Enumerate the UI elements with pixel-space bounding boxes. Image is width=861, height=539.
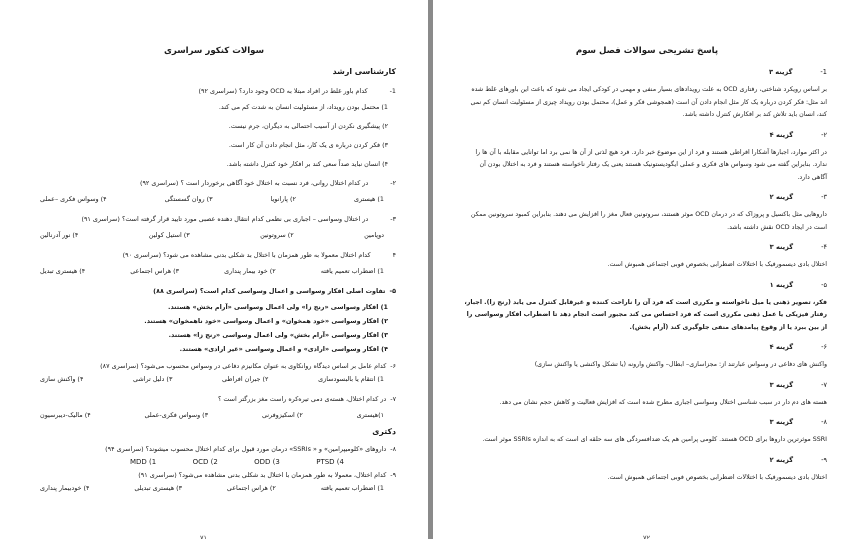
answer-text: SSRI موثرترین داروها برای OCD هستند. کلومی پرامین هم یک ضدافسردگی های سه حلقه ای است که به اندازه SSRIs موثر است. xyxy=(482,436,827,443)
question-number: ۲- xyxy=(390,179,396,187)
answer-choice: گزینه ۳ xyxy=(769,380,794,389)
option: ۳) افکار وسواسی «آرام بخش» ولی اعمال وسواسی «رنج زا» هستند. xyxy=(168,331,388,339)
option: ۴) واکنش سازی xyxy=(40,375,84,383)
option: 1) اضطراب تعمیم یافته xyxy=(320,267,384,275)
options-row xyxy=(30,230,396,241)
option: ۲) سروتونین xyxy=(260,231,294,239)
question-text: در کدام اختلال، هسته‌ی دمی تیره‌کره راست مغز بزرگتر است ؟ xyxy=(217,395,387,403)
option: ۳) دلیل تراشی xyxy=(133,375,173,383)
question xyxy=(30,286,396,297)
option: ۲) جبران افراطی xyxy=(222,375,269,383)
option: ۱)هیستری xyxy=(356,411,384,419)
answer-choice: گزینه ۴ xyxy=(769,130,794,139)
question-text: تفاوت اصلی افکار وسواسی و اعمال وسواسی کدام است؟ (سراسری ۸۸) xyxy=(153,287,386,295)
answer-number: ۵- xyxy=(821,280,827,289)
options-row xyxy=(30,410,396,421)
answer-text: بر اساس رویکرد شناختی، رفتاری OCD به علت رویدادهای بسیار منفی و مهمی در کودکی ایجاد می شود که باعث این باورهای غلط شده اند مثل: فکر کردن درباره یک کار مثل انجام دادن آن است (همجوشی فکر و عمل)، محتمل بودن رویداد چیزی از مسئولیت انسان کم نمی کند، انسان باید تلاش کند بر افکارش کنترل داشته باشد. xyxy=(470,86,827,118)
question xyxy=(30,214,396,225)
answer-number: 1- xyxy=(820,68,827,76)
answer-choice: گزینه ۴ xyxy=(769,343,794,351)
answer-heading xyxy=(463,66,827,78)
answer-text: اختلال بادی دیسمورفیک با اختلالات اضطرابی بخصوص فوبی اجتماعی همبوش است. xyxy=(607,473,827,481)
right-page-title: پاسخ تشریحی سوالات فصل سوم xyxy=(575,46,719,56)
option: PTSD (4 xyxy=(316,458,344,466)
question-number: ۴ xyxy=(392,251,396,259)
question xyxy=(30,178,396,189)
options-row xyxy=(30,483,396,494)
answer-choice: گزینه ۳ xyxy=(769,418,794,426)
option: ۴) انسان نباید صداً سعی کند بر افکار خود کنترل داشته باشد. xyxy=(226,160,388,168)
option: ۳) روان گسستگی xyxy=(164,195,213,203)
page-number: ۷۱ xyxy=(200,534,208,539)
option: ۲) پیشگیری نکردن از آسیب احتمالی به دیگران، جرم نیست. xyxy=(228,122,388,130)
page-number: ۷۲ xyxy=(643,534,651,539)
option: ۲) هراس اجتماعی xyxy=(226,484,276,492)
options-row xyxy=(30,374,396,385)
answers-list xyxy=(463,66,827,491)
option: 1) محتمل بودن رویداد، از مسئولیت انسان به شدت کم می کند. xyxy=(218,103,388,111)
question-number: ۶- xyxy=(390,362,396,370)
answer-heading xyxy=(463,241,827,253)
answer-text: داروهایی مثل باکسیل و پروزاک که در درمان OCD موثر هستند، سروتونین فعال مغز را افزایش می دهند. بنابراین کمبود سروتونین ممکن است در ایجاد OCD نقش داشته باشد. xyxy=(470,211,827,231)
option: ۳) وسواس فکری-عملی xyxy=(144,411,209,419)
answer-choice: گزینه ۳ xyxy=(768,68,793,76)
option: ۴) مالیک-دیبرسیون xyxy=(40,411,91,419)
option: ۳) فکر کردن درباره ی یک کار، مثل انجام دادن آن کار است. xyxy=(228,141,388,149)
option: ۴) نور آدرنالین xyxy=(40,231,79,239)
question-number: 1- xyxy=(389,87,396,95)
question xyxy=(30,394,396,405)
question-text: داروهای «کلومیپرامین» و « SSRIs» درمان مورد قبول برای کدام اختلال محسوب میشوند؟ (سراسری ۹۴) xyxy=(105,445,387,453)
options-row xyxy=(30,457,396,468)
answer-number: ۲- xyxy=(821,130,827,139)
answer-heading xyxy=(463,379,827,391)
answer-text: اختلال بادی دیسمورفیک با اختلالات اضطرابی بخصوص فوبی اجتماعی همبوش است. xyxy=(607,261,827,268)
option: 1) اضطراب تعمیم یافته xyxy=(320,484,384,492)
answer-heading xyxy=(463,341,827,353)
option: دوپامین xyxy=(364,231,384,239)
answer-heading xyxy=(463,279,827,291)
question xyxy=(30,250,396,261)
question xyxy=(30,361,396,372)
answer-text: در اکثر موارد، اجبارها آشکارا افراطی هستند و فرد از این موضوع خبر دارد. فرد هیچ لذتی از آن ها نمی برد اما توانایی مقابله با آن ها را ندارد. بنابراین گفته می شود وسواس های فکری و عملی ایگودیستونیک هستند یعنی یک رفتار ناخواسته هستند و فرد به اختلال بودن آن آگاهی دارد. xyxy=(475,148,827,181)
answer-heading xyxy=(463,416,827,428)
option: 1) انتقام یا بالبسودسازی xyxy=(318,375,384,383)
option: 1) هیستری xyxy=(353,195,384,203)
question-number: ۵- xyxy=(389,287,396,295)
option: ۲) افکار وسواسی «خود همخوان» و اعمال وسواسی «خود ناهمخوان» هستند. xyxy=(144,317,388,325)
question-number: ۹- xyxy=(390,471,396,479)
option: 1) افکار وسواسی «رنج زا» ولی اعمال وسواسی «آرام بخش» هستند. xyxy=(168,303,388,311)
answer-choice: گزینه ۲ xyxy=(769,455,794,464)
left-page xyxy=(0,0,428,539)
answer-text: هسته های دم دار در سبب شناسی اختلال وسواسی اجباری مطرح شده است که افزایش فعالیت و کاهش حجم نشان می دهد. xyxy=(499,398,827,406)
question xyxy=(30,444,396,455)
answer-choice: گزینه ۲ xyxy=(769,193,794,201)
option: ۴) وسواس فکری –عملی xyxy=(40,195,107,203)
question-text: کدام اختلال، معمولا به طور همزمان با اختلال بد شکلی بدنی مشاهده می‌شود؟ (سراسری ۹۱) xyxy=(138,471,387,479)
question-text: در کدام اختلال روانی، فرد نسبت به اختلال خود آگاهی برخوردار است ؟ (سراسری ۹۲) xyxy=(139,179,369,187)
answer-text: واکنش های دفاعی در وسواس عبارتند از: مجزاسازی– ابطال– واکنش وارونه (یا تشکل واکنشی یا واکنش سازی) xyxy=(534,361,827,368)
option: ODD (3 xyxy=(254,458,280,466)
answer-number: ۸- xyxy=(821,418,827,426)
option: ۳) هراس اجتماعی xyxy=(130,267,180,275)
right-page xyxy=(433,0,861,539)
answer-number: ۶- xyxy=(821,343,827,351)
option: ۳) استیل کولین xyxy=(148,231,190,239)
left-page-content xyxy=(30,67,396,503)
options-row xyxy=(30,194,396,205)
answer-heading xyxy=(463,454,827,466)
answer-text: فکر، تصویر ذهنی یا میل ناخواسته و مکرری است که فرد آن را ناراحت کننده و غیرقابل کنترل می یابد (رنج زا). اجبار، رفتار فیزیکی یا عمل ذهنی مکرری است که فرد احساس می کند مجبور است انجام دهد تا اضطراب افکار وسواسی را از بین ببرد یا از وقوع پیامدهای منفی جلوگیری کند (آرام بخش). xyxy=(464,298,827,331)
section-heading-masters: کارشناسی ارشد xyxy=(332,67,396,76)
options-row xyxy=(30,266,396,277)
question-number: ۳- xyxy=(390,215,396,223)
answer-number: ۷- xyxy=(821,380,827,389)
answer-heading xyxy=(463,191,827,203)
option: ۲) اسکیزوفرنی xyxy=(261,411,303,419)
option: ۴) هیستری تبدیل xyxy=(40,267,86,275)
question xyxy=(30,470,396,481)
question-text: در اختلال وسواسی – اجباری بی نظمی کدام انتقال دهنده عصبی مورد تایید قرار گرفته است؟ (سراسری ۹۱) xyxy=(81,215,369,223)
option: ۴) افکار وسواسی «ارادی» و اعمال وسواسی «غیر ارادی» هستند. xyxy=(179,345,388,353)
answer-number: ۴- xyxy=(821,243,827,251)
option: MDD (1 xyxy=(130,458,157,466)
question-text: کدام عامل بر اساس دیدگاه روانکاوی به عنوان مکانیزم دفاعی در وسواس محسوب می‌شود؟ (سراسری ۸۷) xyxy=(100,362,387,370)
option: ۴) خودبیمار پنداری xyxy=(40,484,90,492)
option: OCD (2 xyxy=(192,458,218,466)
option: ۳) هیستری تبدیلی xyxy=(134,484,183,492)
question xyxy=(30,86,396,97)
answer-number: ۳- xyxy=(821,193,827,201)
left-page-title: سوالات کنکور سراسری xyxy=(163,46,265,56)
option: ۲) پارانویا xyxy=(270,195,296,203)
answer-choice: گزینه ۱ xyxy=(769,280,794,289)
answer-number: ۹- xyxy=(821,455,827,464)
answer-choice: گزینه ۳ xyxy=(769,243,794,251)
section-heading-phd: دکتری xyxy=(372,427,396,436)
answer-heading xyxy=(463,129,827,141)
question-number: ۸- xyxy=(390,445,396,453)
question-number: ۷- xyxy=(390,395,396,403)
option: ۲) خود بیمار پنداری xyxy=(224,267,276,275)
question-text: کدام باور غلط در افراد مبتلا به OCD وجود دارد؟ (سراسری ۹۲) xyxy=(198,87,368,95)
question-text: کدام اختلال معمولا به طور همزمان با اختلال بد شکلی بدنی مشاهده می شود؟ (سراسری ۹۰) xyxy=(122,251,371,259)
